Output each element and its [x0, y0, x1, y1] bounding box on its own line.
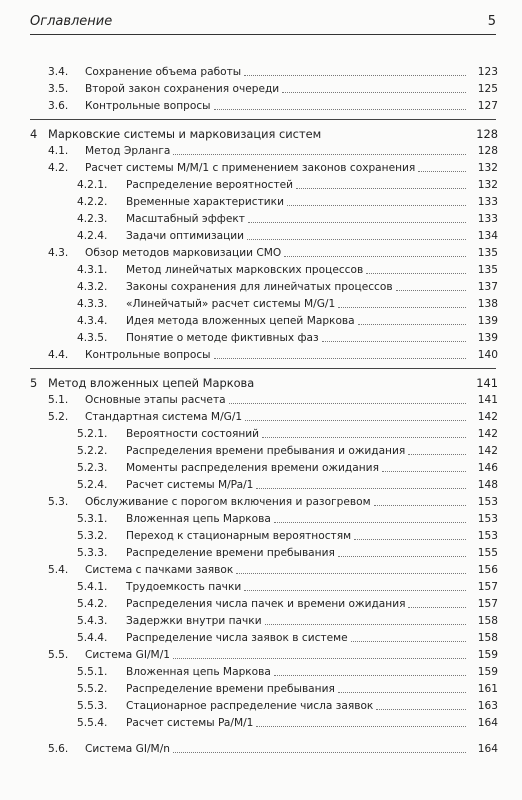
toc-entry[interactable]: [0, 579, 522, 595]
leader-dots: [244, 64, 466, 76]
toc-entry[interactable]: [0, 511, 522, 527]
toc-entry[interactable]: [0, 409, 522, 425]
entry-title: Распределение времени пребывания: [126, 545, 338, 561]
entry-number: 5.4.4.: [77, 632, 108, 644]
entry-number: 5.4.3.: [77, 615, 108, 627]
entry-number: 5.4.: [48, 564, 69, 576]
entry-title: Распределения числа пачек и времени ожидания: [126, 596, 408, 612]
entry-page-number: 142: [477, 428, 498, 440]
entry-title: Моменты распределения времени ожидания: [126, 460, 382, 476]
entry-number: 3.6.: [48, 100, 69, 112]
entry-page-number: 139: [477, 332, 498, 344]
leader-dots: [257, 375, 466, 386]
toc-entry[interactable]: [0, 262, 522, 278]
entry-title: Распределение вероятностей: [126, 177, 296, 193]
entry-title: Задержки внутри пачки: [126, 613, 265, 629]
entry-number: 4.4.: [48, 349, 69, 361]
entry-title: Марковские системы и марковизация систем: [48, 126, 324, 142]
entry-number: 4.3.2.: [77, 281, 108, 293]
toc-entry[interactable]: [0, 426, 522, 442]
entry-title: Распределение числа заявок в системе: [126, 630, 351, 646]
entry-page-number: 134: [477, 230, 498, 242]
toc-entry[interactable]: [0, 698, 522, 714]
entry-title: Сохранение объема работы: [85, 64, 244, 80]
leader-dots: [265, 613, 466, 625]
entry-number: 4.3.5.: [77, 332, 108, 344]
entry-title: Основные этапы расчета: [85, 392, 229, 408]
entry-number: 4.3.4.: [77, 315, 108, 327]
toc-entry[interactable]: [0, 715, 522, 731]
toc-entry[interactable]: [0, 741, 522, 757]
toc-entry[interactable]: [0, 664, 522, 680]
toc-entry[interactable]: [0, 313, 522, 329]
entry-number: 4.2.4.: [77, 230, 108, 242]
entry-number: 4.2.2.: [77, 196, 108, 208]
leader-dots: [229, 392, 466, 404]
toc-entry[interactable]: [0, 613, 522, 629]
leader-dots: [284, 245, 466, 257]
entry-title: Система с пачками заявок: [85, 562, 236, 578]
entry-page-number: 158: [477, 632, 498, 644]
toc-entry[interactable]: [0, 681, 522, 697]
leader-dots: [236, 562, 466, 574]
leader-dots: [274, 664, 466, 676]
entry-number: 5.3.1.: [77, 513, 108, 525]
entry-number: 4: [30, 127, 38, 141]
leader-dots: [173, 647, 466, 659]
entry-page-number: 153: [477, 496, 498, 508]
entry-number: 5.3.3.: [77, 547, 108, 559]
entry-page-number: 128: [477, 145, 498, 157]
entry-title: Временные характеристики: [126, 194, 287, 210]
entry-title: Распределения времени пребывания и ожидания: [126, 443, 408, 459]
entry-page-number: 135: [477, 247, 498, 259]
toc-entry[interactable]: [0, 545, 522, 561]
entry-page-number: 141: [477, 394, 498, 406]
entry-page-number: 140: [477, 349, 498, 361]
entry-title: Расчет системы M/M/1 с применением законов сохранения: [85, 160, 418, 176]
leader-dots: [248, 211, 466, 223]
leader-dots: [408, 596, 466, 608]
entry-page-number: 142: [477, 445, 498, 457]
entry-title: Расчет системы M/Pa/1: [126, 477, 256, 493]
toc-entry[interactable]: [0, 177, 522, 193]
entry-number: 3.4.: [48, 66, 69, 78]
entry-page-number: 164: [477, 743, 498, 755]
entry-page-number: 163: [477, 700, 498, 712]
entry-page-number: 123: [477, 66, 498, 78]
leader-dots: [247, 228, 466, 240]
entry-title: Идея метода вложенных цепей Маркова: [126, 313, 358, 329]
toc-entry[interactable]: [0, 443, 522, 459]
leader-dots: [256, 715, 466, 727]
entry-number: 4.2.3.: [77, 213, 108, 225]
toc-entry[interactable]: [0, 194, 522, 210]
leader-dots: [338, 296, 466, 308]
entry-number: 5.5.3.: [77, 700, 108, 712]
toc-entry[interactable]: [0, 477, 522, 493]
leader-dots: [214, 98, 466, 110]
entry-number: 5.4.2.: [77, 598, 108, 610]
leader-dots: [324, 126, 466, 137]
entry-title: Понятие о методе фиктивных фаз: [126, 330, 322, 346]
leader-dots: [256, 477, 466, 489]
entry-page-number: 127: [477, 100, 498, 112]
toc-entry[interactable]: [0, 528, 522, 544]
entry-title: Законы сохранения для линейчатых процессов: [126, 279, 396, 295]
entry-page-number: 161: [477, 683, 498, 695]
entry-number: 5.5.: [48, 649, 69, 661]
leader-dots: [287, 194, 466, 206]
entry-title: «Линейчатый» расчет системы M/G/1: [126, 296, 338, 312]
entry-page-number: 128: [476, 127, 498, 141]
entry-title: Распределение времени пребывания: [126, 681, 338, 697]
entry-page-number: 138: [477, 298, 498, 310]
entry-title: Переход к стационарным вероятностям: [126, 528, 354, 544]
entry-page-number: 135: [477, 264, 498, 276]
entry-number: 3.5.: [48, 83, 69, 95]
entry-number: 5.2.4.: [77, 479, 108, 491]
toc-entry[interactable]: [0, 630, 522, 646]
entry-page-number: 132: [477, 179, 498, 191]
entry-number: 4.3.1.: [77, 264, 108, 276]
entry-number: 5.5.4.: [77, 717, 108, 729]
leader-dots: [274, 511, 466, 523]
toc-entry[interactable]: [0, 98, 522, 114]
leader-dots: [408, 443, 466, 455]
entry-title: Контрольные вопросы: [85, 98, 214, 114]
leader-dots: [282, 81, 466, 93]
leader-dots: [173, 143, 466, 155]
entry-number: 5.2.2.: [77, 445, 108, 457]
toc-entry[interactable]: [0, 596, 522, 612]
entry-page-number: 157: [477, 598, 498, 610]
leader-dots: [382, 460, 466, 472]
leader-dots: [376, 698, 466, 710]
entry-page-number: 141: [476, 376, 498, 390]
entry-page-number: 159: [477, 666, 498, 678]
entry-number: 5.5.1.: [77, 666, 108, 678]
entry-number: 5.3.: [48, 496, 69, 508]
leader-dots: [214, 347, 466, 359]
leader-dots: [173, 741, 466, 753]
entry-page-number: 125: [477, 83, 498, 95]
entry-number: 5.2.1.: [77, 428, 108, 440]
entry-title: Трудоемкость пачки: [126, 579, 244, 595]
toc-entry[interactable]: [0, 330, 522, 346]
leader-dots: [418, 160, 466, 172]
entry-title: Контрольные вопросы: [85, 347, 214, 363]
entry-page-number: 158: [477, 615, 498, 627]
header-title: Оглавление: [30, 14, 113, 29]
entry-title: Метод вложенных цепей Маркова: [48, 375, 257, 391]
toc-entry[interactable]: [0, 211, 522, 227]
entry-page-number: 164: [477, 717, 498, 729]
entry-title: Второй закон сохранения очереди: [85, 81, 282, 97]
entry-page-number: 142: [477, 411, 498, 423]
entry-page-number: 132: [477, 162, 498, 174]
toc-entry[interactable]: [0, 228, 522, 244]
leader-dots: [338, 681, 466, 693]
header-page-number: 5: [487, 14, 496, 29]
entry-title: Обслуживание с порогом включения и разогревом: [85, 494, 374, 510]
entry-page-number: 148: [477, 479, 498, 491]
entry-page-number: 153: [477, 513, 498, 525]
entry-title: Обзор методов марковизации СМО: [85, 245, 284, 261]
entry-number: 4.2.1.: [77, 179, 108, 191]
toc-entry[interactable]: [0, 296, 522, 312]
leader-dots: [244, 579, 466, 591]
entry-number: 4.3.3.: [77, 298, 108, 310]
toc-chapter-entry[interactable]: [0, 126, 522, 142]
leader-dots: [358, 313, 466, 325]
entry-title: Вложенная цепь Маркова: [126, 664, 274, 680]
entry-number: 5.4.1.: [77, 581, 108, 593]
leader-dots: [338, 545, 466, 557]
toc-entry[interactable]: [0, 494, 522, 510]
leader-dots: [366, 262, 466, 274]
entry-page-number: 146: [477, 462, 498, 474]
entry-number: 5.3.2.: [77, 530, 108, 542]
entry-page-number: 159: [477, 649, 498, 661]
entry-page-number: 139: [477, 315, 498, 327]
leader-dots: [322, 330, 466, 342]
entry-page-number: 157: [477, 581, 498, 593]
entry-title: Система GI/M/1: [85, 647, 173, 663]
toc-entry[interactable]: [0, 392, 522, 408]
toc-entry[interactable]: [0, 562, 522, 578]
entry-page-number: 133: [477, 213, 498, 225]
leader-dots: [245, 409, 466, 421]
entry-page-number: 156: [477, 564, 498, 576]
entry-number: 4.2.: [48, 162, 69, 174]
entry-title: Стандартная система M/G/1: [85, 409, 245, 425]
toc-entry[interactable]: [0, 81, 522, 97]
entry-title: Система GI/M/n: [85, 741, 173, 757]
entry-page-number: 153: [477, 530, 498, 542]
toc-entry[interactable]: [0, 460, 522, 476]
leader-dots: [262, 426, 466, 438]
toc-chapter-entry[interactable]: [0, 375, 522, 391]
entry-title: Вложенная цепь Маркова: [126, 511, 274, 527]
leader-dots: [374, 494, 466, 506]
entry-page-number: 155: [477, 547, 498, 559]
entry-page-number: 133: [477, 196, 498, 208]
entry-title: Вероятности состояний: [126, 426, 262, 442]
leader-dots: [354, 528, 466, 540]
entry-number: 5.6.: [48, 743, 69, 755]
entry-title: Метод Эрланга: [85, 143, 173, 159]
entry-number: 5.2.3.: [77, 462, 108, 474]
toc-entry[interactable]: [0, 64, 522, 80]
entry-page-number: 137: [477, 281, 498, 293]
entry-number: 4.3.: [48, 247, 69, 259]
leader-dots: [296, 177, 466, 189]
toc-entry[interactable]: [0, 160, 522, 176]
entry-number: 5: [30, 376, 38, 390]
entry-number: 5.5.2.: [77, 683, 108, 695]
entry-title: Стационарное распределение числа заявок: [126, 698, 376, 714]
toc-entry[interactable]: [0, 279, 522, 295]
entry-title: Масштабный эффект: [126, 211, 248, 227]
toc-entry[interactable]: [0, 143, 522, 159]
entry-title: Метод линейчатых марковских процессов: [126, 262, 366, 278]
toc-entry[interactable]: [0, 347, 522, 363]
toc-entry[interactable]: [0, 245, 522, 261]
entry-number: 5.1.: [48, 394, 69, 406]
entry-number: 4.1.: [48, 145, 69, 157]
toc-entry[interactable]: [0, 647, 522, 663]
leader-dots: [351, 630, 466, 642]
leader-dots: [396, 279, 466, 291]
entry-title: Задачи оптимизации: [126, 228, 247, 244]
entry-title: Расчет системы Pa/M/1: [126, 715, 256, 731]
entry-number: 5.2.: [48, 411, 69, 423]
